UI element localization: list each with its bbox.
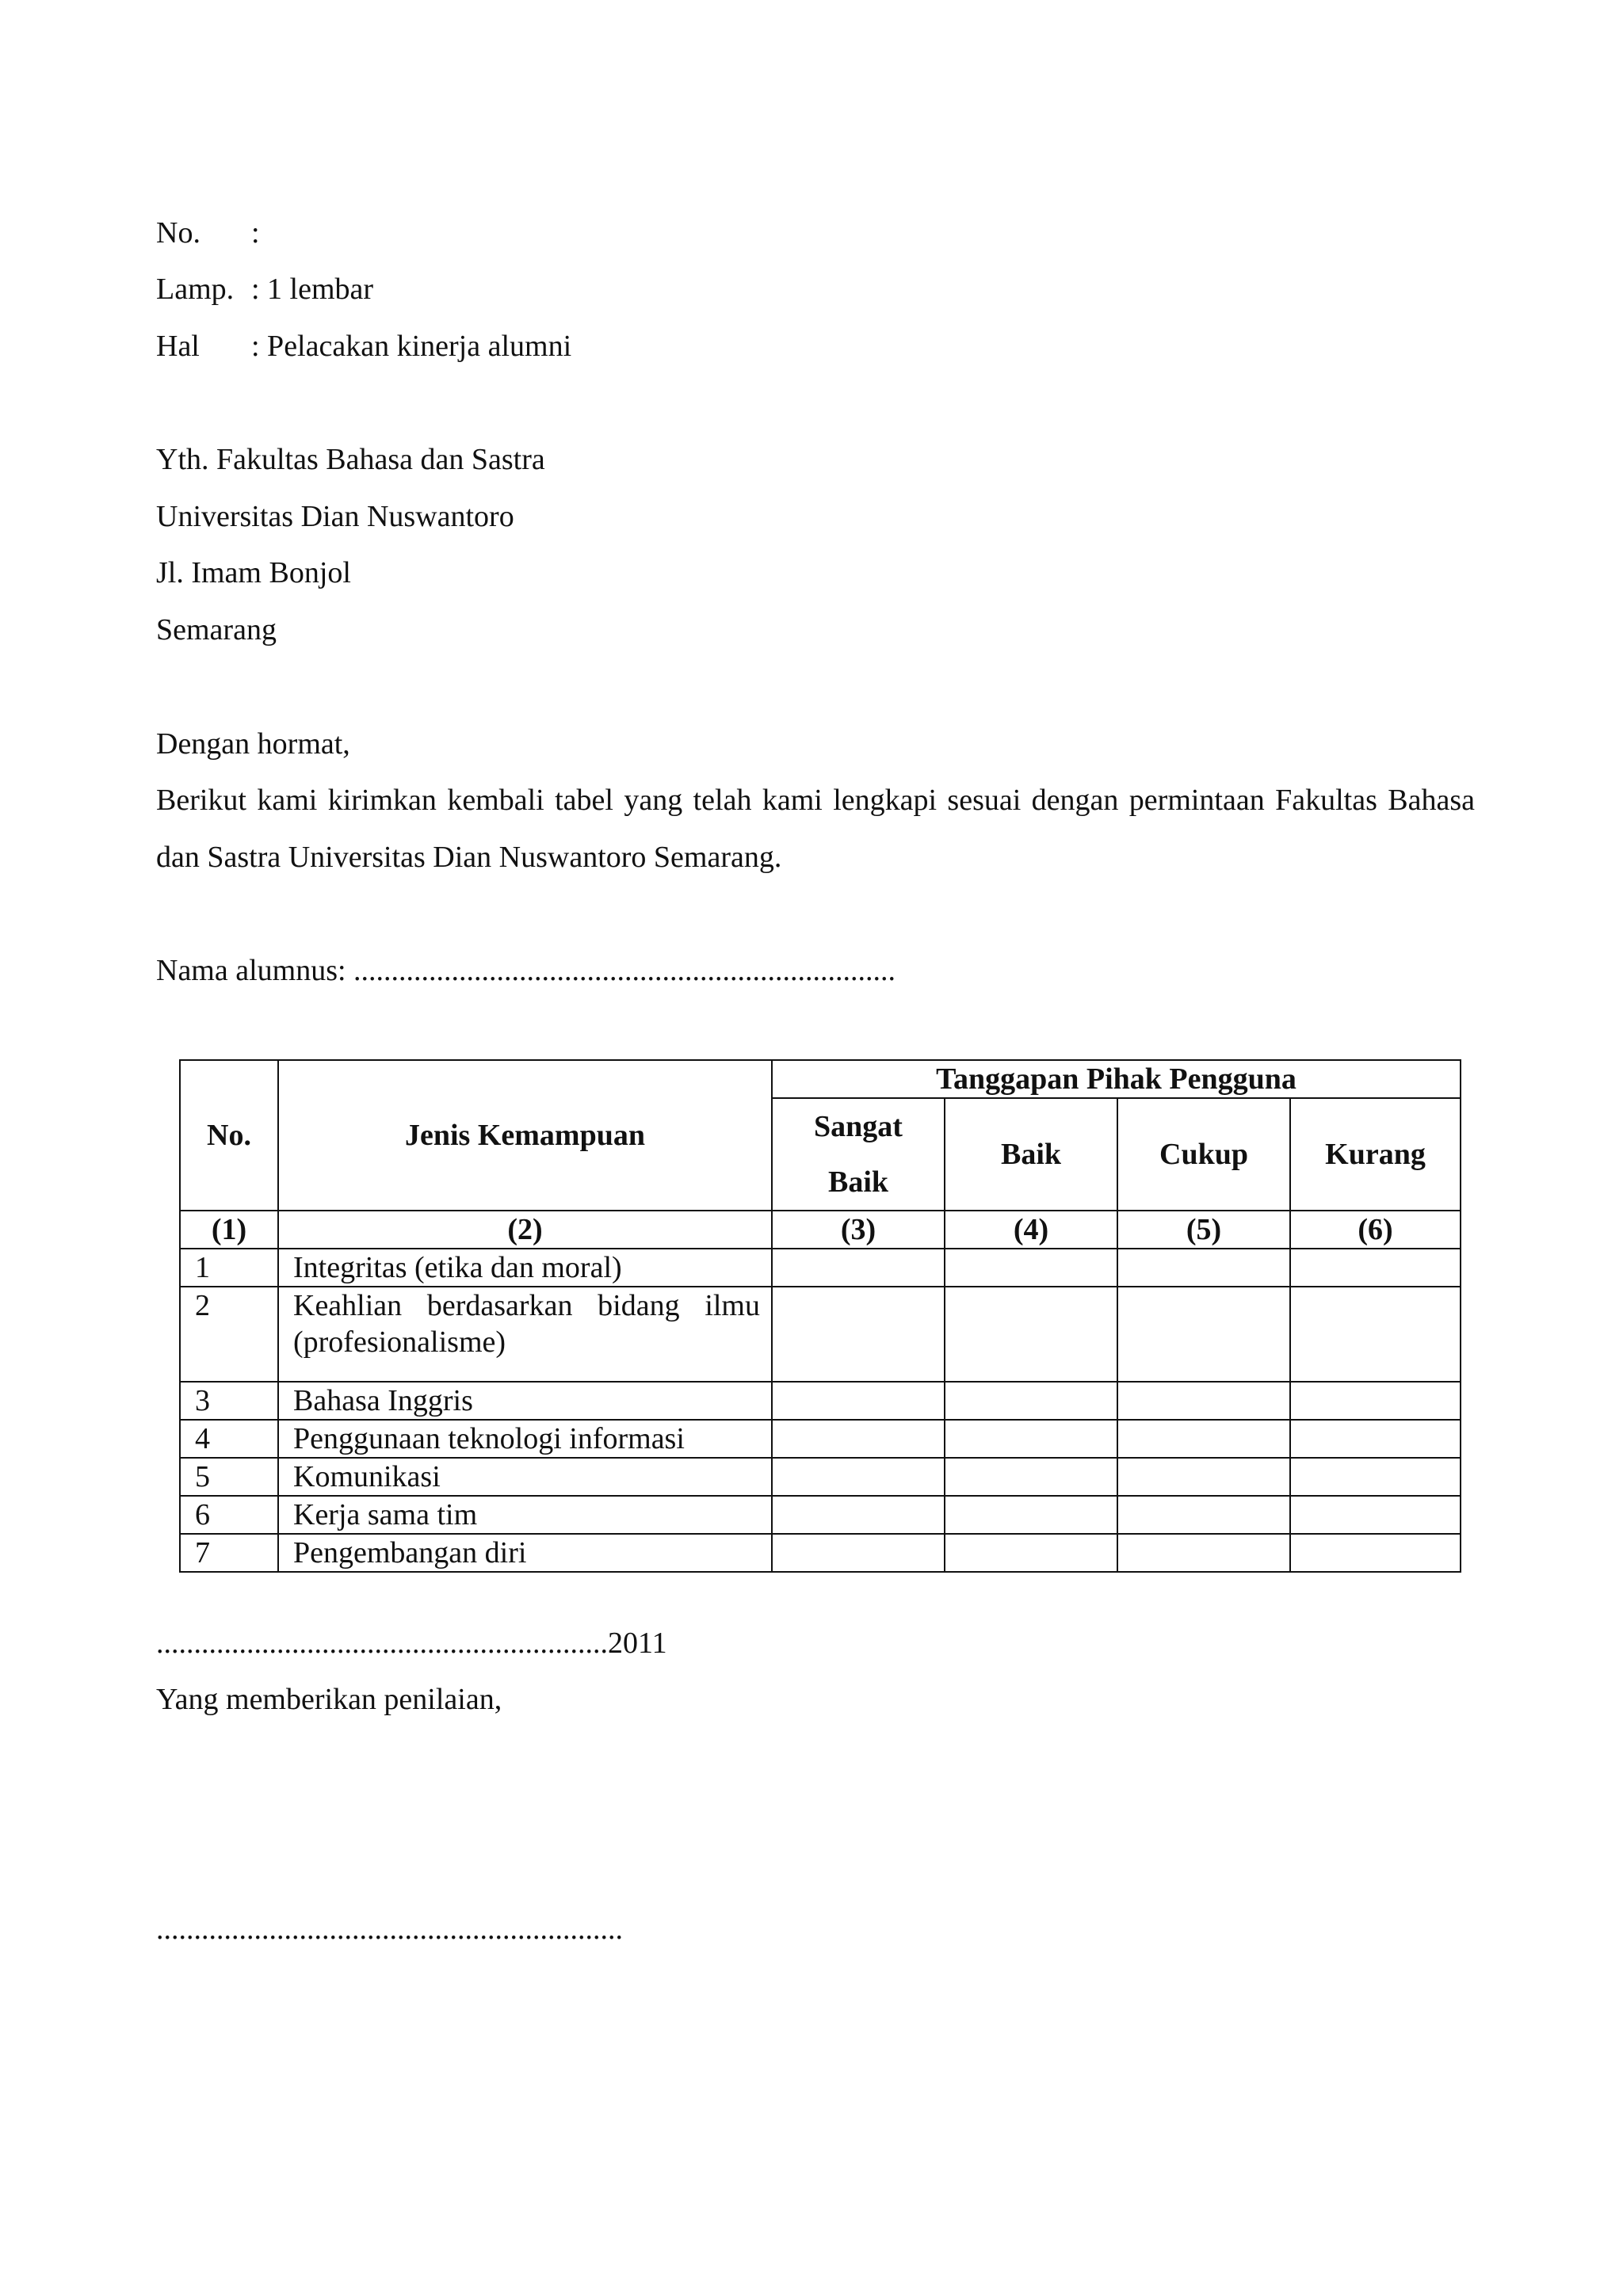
col-number-6: (6)	[1290, 1211, 1461, 1249]
cell-sangat-baik[interactable]	[772, 1287, 945, 1382]
row-number: 1	[180, 1249, 278, 1287]
cell-sangat-baik[interactable]	[772, 1458, 945, 1496]
cell-sangat-baik[interactable]	[772, 1534, 945, 1572]
cell-baik[interactable]	[945, 1287, 1117, 1382]
row-skill: Integritas (etika dan moral)	[278, 1249, 772, 1287]
body-paragraph: Berikut kami kirimkan kembali tabel yang telah kami lengkapi sesuai dengan permintaan Fakultas Bahasa dan Sastra Universitas Dian Nuswantoro Semarang.	[156, 784, 1475, 874]
alumnus-name-field: Nama alumnus: ........................................................................	[156, 954, 896, 987]
header-jenis-kemampuan: Jenis Kemampuan	[278, 1060, 772, 1211]
cell-cukup[interactable]	[1117, 1287, 1290, 1382]
table-row	[180, 1382, 1461, 1420]
cell-baik[interactable]	[945, 1420, 1117, 1458]
subject-value: : Pelacakan kinerja alumni	[251, 330, 572, 363]
attachment-label: Lamp.	[156, 273, 235, 306]
column-number-row	[180, 1211, 1461, 1249]
cell-baik[interactable]	[945, 1382, 1117, 1420]
subject-line	[156, 327, 571, 365]
table-row	[180, 1496, 1461, 1534]
recipient-line-3: Jl. Imam Bonjol	[156, 556, 351, 589]
signature-name-line: ..............................................................	[156, 1913, 623, 1946]
letter-number-line	[156, 214, 260, 252]
assessor-line: Yang memberikan penilaian,	[156, 1683, 502, 1716]
col-number-3: (3)	[772, 1211, 945, 1249]
header-cukup: Cukup	[1117, 1098, 1290, 1211]
row-number: 7	[180, 1534, 278, 1572]
col-number-1: (1)	[180, 1211, 278, 1249]
row-skill: Komunikasi	[278, 1458, 772, 1496]
header-sangat-baik	[772, 1098, 945, 1211]
table-row	[180, 1420, 1461, 1458]
table-row	[180, 1287, 1461, 1382]
cell-baik[interactable]	[945, 1496, 1117, 1534]
row-skill: Kerja sama tim	[278, 1496, 772, 1534]
row-number: 5	[180, 1458, 278, 1496]
attachment-value: : 1 lembar	[251, 273, 374, 306]
cell-sangat-baik[interactable]	[772, 1249, 945, 1287]
header-sangat-baik-label: Sangat Baik	[814, 1110, 903, 1199]
col-number-2: (2)	[278, 1211, 772, 1249]
header-tanggapan-pihak-pengguna: Tanggapan Pihak Pengguna	[772, 1060, 1461, 1098]
table-row	[180, 1249, 1461, 1287]
cell-cukup[interactable]	[1117, 1382, 1290, 1420]
row-number: 2	[180, 1287, 278, 1382]
recipient-line-1: Yth. Fakultas Bahasa dan Sastra	[156, 443, 545, 476]
cell-cukup[interactable]	[1117, 1534, 1290, 1572]
cell-kurang[interactable]	[1290, 1287, 1461, 1382]
recipient-line-4: Semarang	[156, 613, 277, 646]
cell-kurang[interactable]	[1290, 1382, 1461, 1420]
cell-baik[interactable]	[945, 1458, 1117, 1496]
cell-sangat-baik[interactable]	[772, 1496, 945, 1534]
col-number-5: (5)	[1117, 1211, 1290, 1249]
row-number: 6	[180, 1496, 278, 1534]
row-skill: Keahlian berdasarkan bidang ilmu (profesionalisme)	[278, 1287, 772, 1382]
recipient-line-2: Universitas Dian Nuswantoro	[156, 500, 514, 533]
number-label: No.	[156, 216, 200, 250]
cell-kurang[interactable]	[1290, 1496, 1461, 1534]
row-number: 4	[180, 1420, 278, 1458]
number-value: :	[251, 216, 260, 250]
table-row	[180, 1458, 1461, 1496]
cell-kurang[interactable]	[1290, 1249, 1461, 1287]
row-skill: Penggunaan teknologi informasi	[278, 1420, 772, 1458]
table-row	[180, 1534, 1461, 1572]
col-number-4: (4)	[945, 1211, 1117, 1249]
greeting: Dengan hormat,	[156, 727, 350, 761]
header-kurang: Kurang	[1290, 1098, 1461, 1211]
cell-kurang[interactable]	[1290, 1420, 1461, 1458]
cell-cukup[interactable]	[1117, 1420, 1290, 1458]
attachment-line	[156, 270, 373, 308]
subject-label: Hal	[156, 330, 200, 363]
row-skill: Pengembangan diri	[278, 1534, 772, 1572]
cell-kurang[interactable]	[1290, 1458, 1461, 1496]
cell-sangat-baik[interactable]	[772, 1382, 945, 1420]
header-baik: Baik	[945, 1098, 1117, 1211]
date-line: ............................................................2011	[156, 1627, 667, 1660]
cell-sangat-baik[interactable]	[772, 1420, 945, 1458]
cell-baik[interactable]	[945, 1249, 1117, 1287]
cell-cukup[interactable]	[1117, 1496, 1290, 1534]
cell-cukup[interactable]	[1117, 1249, 1290, 1287]
row-number: 3	[180, 1382, 278, 1420]
header-no: No.	[180, 1060, 278, 1211]
assessment-table	[179, 1059, 1461, 1573]
row-skill: Bahasa Inggris	[278, 1382, 772, 1420]
cell-cukup[interactable]	[1117, 1458, 1290, 1496]
cell-baik[interactable]	[945, 1534, 1117, 1572]
cell-kurang[interactable]	[1290, 1534, 1461, 1572]
